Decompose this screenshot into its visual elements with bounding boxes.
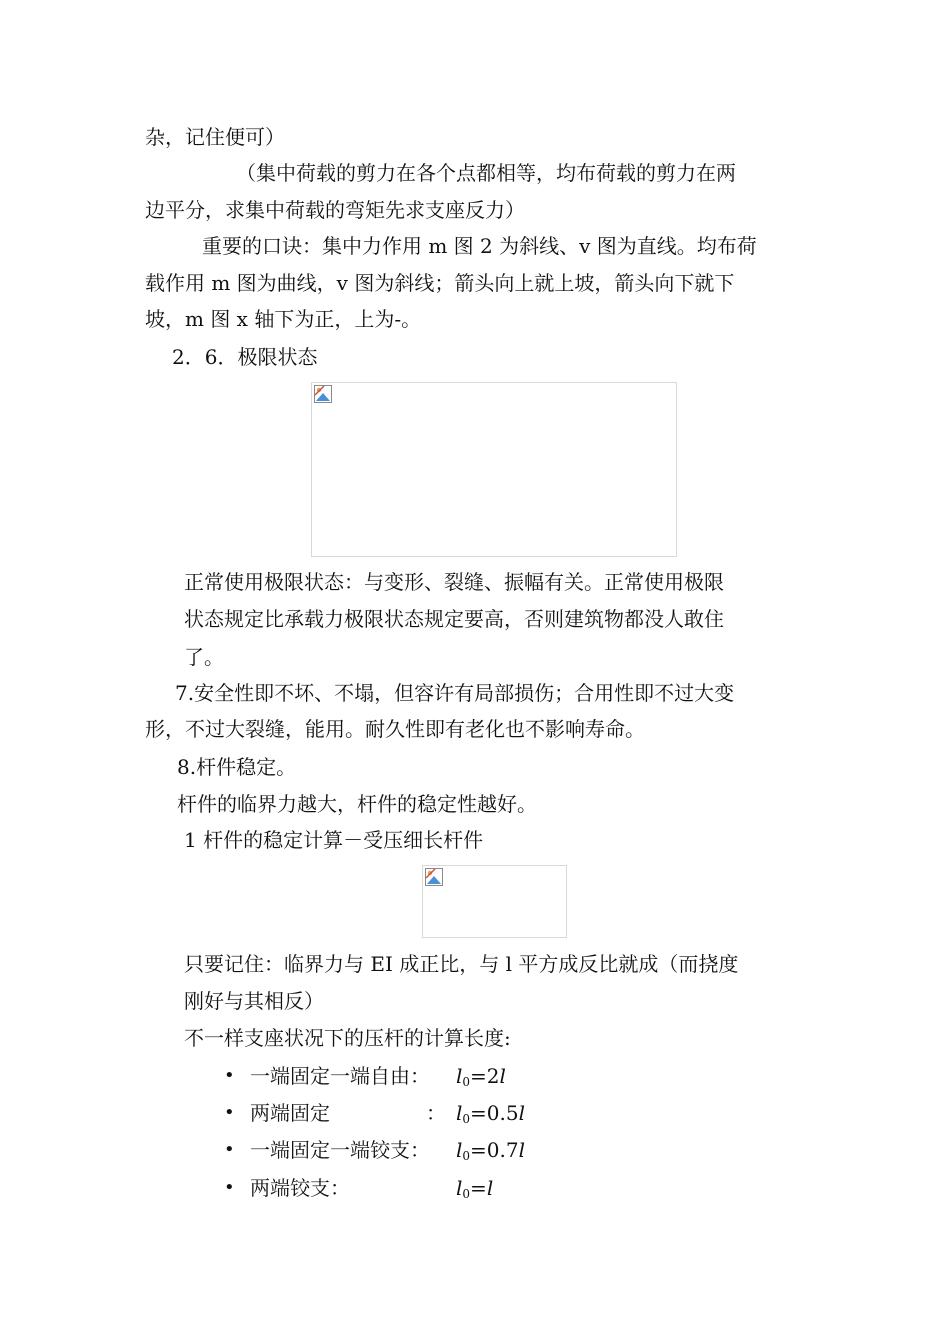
bullet-icon: •: [224, 1177, 235, 1198]
formula: $l_0=0.5l$: [456, 1101, 526, 1126]
paragraph-line: 形，不过大裂缝，能用。耐久性即有老化也不影响寿命。: [145, 717, 645, 741]
bullet-icon: •: [224, 1102, 235, 1123]
paragraph-line: 只要记住：临界力与 EI 成正比，与 l 平方成反比就成（而挠度: [184, 952, 739, 976]
section-heading: 2．6．极限状态: [172, 345, 318, 369]
bullet-icon: •: [224, 1065, 235, 1086]
subsection-heading: 1 杆件的稳定计算－受压细长杆件: [184, 828, 484, 852]
paragraph-line: 载作用 m 图为曲线，v 图为斜线；箭头向上就上坡，箭头向下就下: [145, 271, 735, 295]
paragraph-line: 杂，记住便可）: [145, 125, 285, 149]
paragraph-line: （集中荷载的剪力在各个点都相等，均布荷载的剪力在两: [236, 161, 736, 185]
paragraph-line: 坡，m 图 x 轴下为正，上为-。: [145, 307, 422, 331]
paragraph-line: 7.安全性即不坏、不塌，但容许有局部损伤；合用性即不过大变: [175, 681, 735, 705]
list-item-label: 两端铰支：: [250, 1176, 350, 1200]
broken-image-icon: [425, 868, 443, 886]
list-item-label: 一端固定一端铰支：: [250, 1138, 430, 1162]
paragraph-line: 了。: [184, 645, 224, 669]
paragraph-line: 边平分，求集中荷载的弯矩先求支座反力）: [145, 198, 525, 222]
paragraph-line: 杆件的临界力越大，杆件的稳定性越好。: [177, 792, 537, 816]
paragraph-line: 重要的口诀：集中力作用 m 图 2 为斜线、v 图为直线。均布荷: [202, 234, 757, 258]
paragraph-line: 刚好与其相反）: [184, 989, 324, 1013]
formula: $l_0=l$: [456, 1176, 494, 1201]
section-heading: 8.杆件稳定。: [177, 755, 297, 779]
formula: $l_0=2l$: [456, 1064, 506, 1089]
broken-image-icon: [314, 385, 332, 403]
list-item-label: 一端固定一端自由：: [250, 1064, 430, 1088]
list-item-colon: ：: [426, 1101, 446, 1125]
list-item-label: 两端固定: [250, 1101, 330, 1125]
paragraph-line: 不一样支座状况下的压杆的计算长度:: [184, 1026, 511, 1050]
image-placeholder: [311, 382, 677, 557]
paragraph-line: 正常使用极限状态：与变形、裂缝、振幅有关。正常使用极限: [184, 570, 724, 594]
bullet-icon: •: [224, 1139, 235, 1160]
paragraph-line: 状态规定比承载力极限状态规定要高，否则建筑物都没人敢住: [184, 607, 724, 631]
image-placeholder: [422, 865, 567, 938]
formula: $l_0=0.7l$: [456, 1138, 526, 1163]
